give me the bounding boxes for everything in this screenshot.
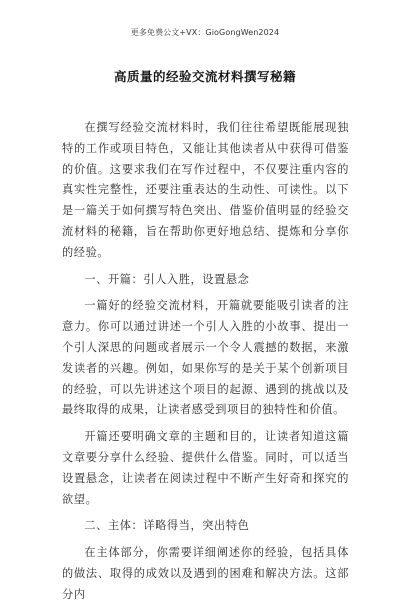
document-body (62, 118, 349, 612)
section-heading-main: 二、主体：详略得当，突出特色 (84, 519, 250, 533)
paragraph-opening-2: 开篇还要明确文章的主题和目的，让读者知道这篇文章要分享什么经验、提供什么借鉴。同时，可以适当设置悬念，让读者在阅读过程中不断产生好奇和探究的欲望。 (62, 430, 349, 506)
paragraph-intro: 在撰写经验交流材料时，我们往往希望既能展现独特的工作或项目特色，又能让其他读者从中获得可借鉴的价值。这要求我们在写作过程中，不仅要注重内容的真实性完整性，还要注重表达的生动性、可读性。以下是一篇关于如何撰写特色突出、借鉴价值明显的经验交流材料的秘籍，旨在帮助你更好地总结、提炼和分享你的经验。 (62, 121, 349, 259)
paragraph-main-1: 在主体部分，你需要详细阐述你的经验，包括具体的做法、取得的成效以及遇到的困难和解决方法。这部分内 (62, 546, 349, 601)
document-title: 高质量的经验交流材料撰写秘籍 (113, 69, 296, 84)
section-heading-opening: 一、开篇：引人入胜，设置悬念 (84, 272, 250, 286)
paragraph-opening-1: 一篇好的经验交流材料，开篇就要能吸引读者的注意力。你可以通过讲述一个引人入胜的小故事、提出一个引人深思的问题或者展示一个令人震撼的数据，来激发读者的兴趣。例如，如果你写的是关于某个创新项目的经验，可以先讲述这个项目的起源、遇到的挑战以及最终取得的成果，让读者感受到项目的独特性和价值。 (62, 299, 349, 417)
header-note: 更多免费公文+VX：GioGongWen2024 (130, 28, 280, 37)
